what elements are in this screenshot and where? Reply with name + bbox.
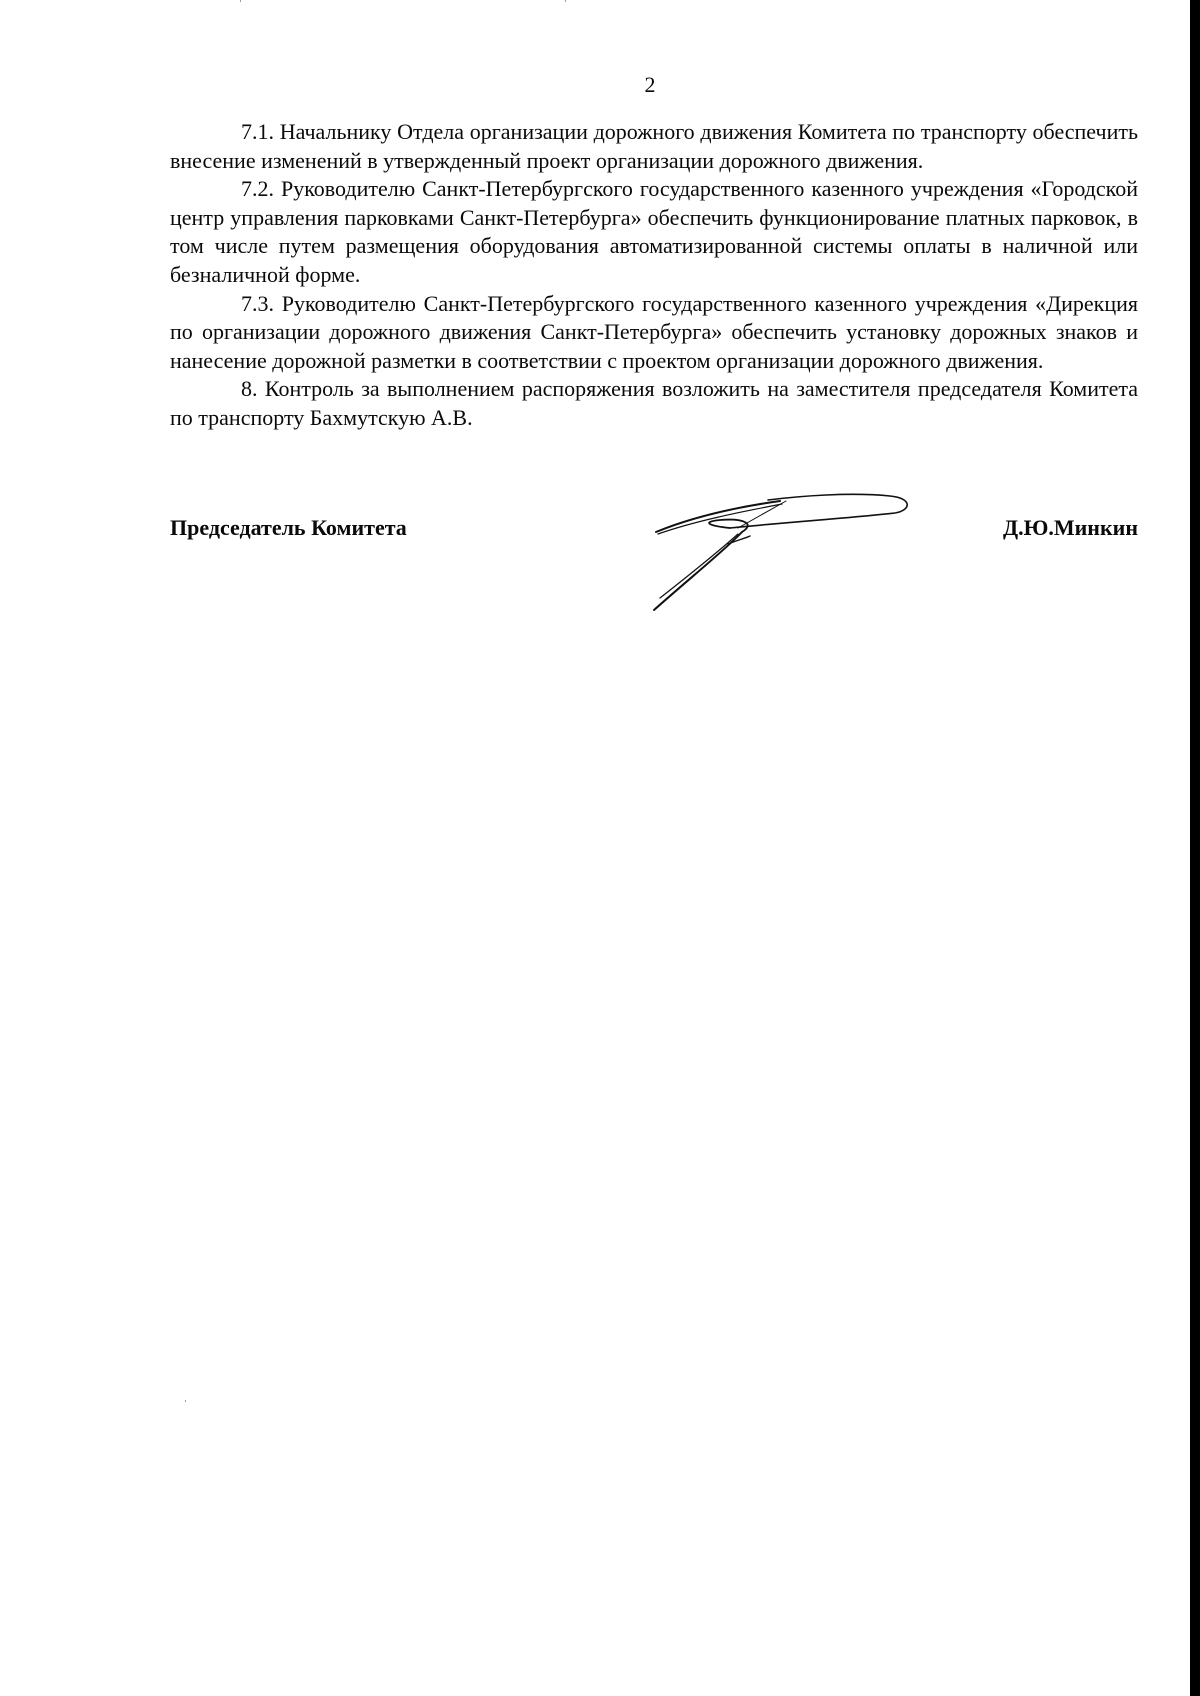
scan-speck — [185, 1400, 186, 1402]
page-number: 2 — [644, 72, 656, 97]
signer-name: Д.Ю.Минкин — [1002, 515, 1138, 540]
scan-edge-shadow — [1190, 0, 1200, 1696]
paragraph-7-1: 7.1. Начальнику Отдела организации дорожного движения Комитета по транспорту обеспечить внесение изменений в утвержденный проект организации дорожного движения. — [170, 119, 1138, 173]
paragraph-7-2: 7.2. Руководителю Санкт-Петербургского государственного казенного учреждения «Городской центр управления парковками Санкт-Петербурга» обеспечить функционирование платных парковок, в том числе путем размещения оборудования автоматизированной системы оплаты в наличной или безналичной форме. — [170, 176, 1138, 287]
signer-title: Председатель Комитета — [170, 515, 407, 540]
paragraph-7-3: 7.3. Руководителю Санкт-Петербургского государственного казенного учреждения «Дирекция по организации дорожного движения Санкт-Петербурга» обеспечить установку дорожных знаков и нанесение дорожной разметки в соответствии с проектом организации дорожного движения. — [170, 290, 1138, 373]
document-body — [170, 118, 1138, 433]
paragraph-8: 8. Контроль за выполнением распоряжения возложить на заместителя председателя Комитета по транспорту Бахмутскую А.В. — [170, 376, 1138, 430]
scan-speck — [240, 0, 241, 2]
handwritten-signature — [650, 488, 920, 613]
scan-speck — [565, 0, 566, 2]
